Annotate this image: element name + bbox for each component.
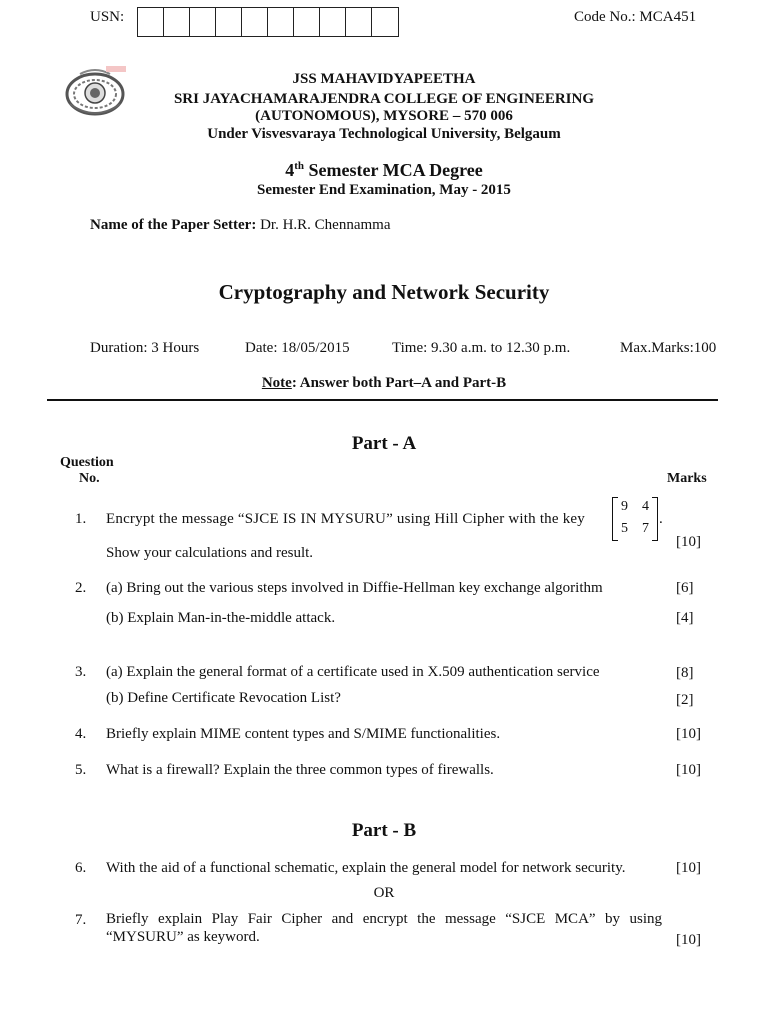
question-1-text-b: Show your calculations and result.: [106, 545, 314, 561]
exam-time: Time: 9.30 a.m. to 12.30 p.m.: [392, 340, 571, 356]
paper-setter: [90, 217, 390, 234]
question-number-header: [60, 455, 114, 487]
paper-setter-label: Name of the Paper Setter:: [90, 217, 257, 233]
max-marks: Max.Marks:100: [620, 340, 717, 356]
part-b-title: Part - B: [351, 820, 417, 841]
matrix-cell: 7: [642, 521, 649, 536]
or-separator: OR: [373, 885, 395, 901]
question-1-period: .: [659, 511, 663, 527]
matrix-cell: 9: [621, 499, 628, 514]
question-7-marks: [10]: [676, 932, 701, 948]
usn-boxes[interactable]: [137, 7, 399, 37]
part-a-title: Part - A: [351, 433, 417, 454]
code-number: Code No.: MCA451: [574, 9, 697, 25]
question-2-number: 2.: [75, 580, 87, 596]
question-3b-marks: [2]: [676, 692, 694, 708]
degree-rest: Semester MCA Degree: [304, 160, 483, 180]
usn-box[interactable]: [190, 8, 216, 36]
duration: Duration: 3 Hours: [90, 340, 200, 356]
usn-box[interactable]: [372, 8, 398, 36]
usn-box[interactable]: [320, 8, 346, 36]
matrix-right-bracket: [652, 497, 658, 541]
usn-box[interactable]: [346, 8, 372, 36]
hill-cipher-key-matrix: [612, 497, 658, 541]
question-1-text-a: Encrypt the message “SJCE IS IN MYSURU” using Hill Cipher with the key: [106, 511, 585, 527]
question-header-line-1: Question: [60, 455, 114, 470]
exam-date: Date: 18/05/2015: [245, 340, 350, 356]
question-4-number: 4.: [75, 726, 87, 742]
note-label: Note: [261, 375, 292, 391]
question-3a-marks: [8]: [676, 665, 694, 681]
degree-number: 4: [285, 160, 295, 180]
question-7-text: Briefly explain Play Fair Cipher and encrypt the message “SJCE MCA” by using “MYSURU” as keyword.: [106, 911, 662, 945]
question-6-marks: [10]: [676, 860, 701, 876]
matrix-cell: 4: [642, 499, 649, 514]
question-5-text: What is a firewall? Explain the three common types of firewalls.: [106, 762, 494, 778]
question-6-number: 6.: [75, 860, 87, 876]
question-header-line-2: No.: [79, 471, 100, 486]
degree-title: [0, 160, 768, 181]
question-1-number: 1.: [75, 511, 87, 527]
usn-box[interactable]: [268, 8, 294, 36]
question-7-number: 7.: [75, 912, 87, 928]
institution-line-4: Under Visvesvaraya Technological University, Belgaum: [207, 126, 561, 142]
usn-box[interactable]: [216, 8, 242, 36]
institution-line-1: JSS MAHAVIDYAPEETHA: [292, 71, 476, 87]
institution-line-2: SRI JAYACHAMARAJENDRA COLLEGE OF ENGINEERING: [173, 91, 595, 107]
exam-title: Semester End Examination, May - 2015: [257, 182, 511, 198]
note-text: : Answer both Part–A and Part-B: [291, 375, 507, 391]
horizontal-divider: [47, 399, 718, 401]
question-2b-marks: [4]: [676, 610, 694, 626]
question-2a-text: (a) Bring out the various steps involved in Diffie-Hellman key exchange algorithm: [106, 580, 603, 596]
paper-setter-name: Dr. H.R. Chennamma: [256, 217, 391, 233]
matrix-left-bracket: [612, 497, 618, 541]
question-3-number: 3.: [75, 664, 87, 680]
question-4-marks: [10]: [676, 726, 701, 742]
marks-header: Marks: [667, 471, 707, 486]
subject-title: Cryptography and Network Security: [218, 280, 550, 304]
usn-box[interactable]: [242, 8, 268, 36]
usn-box[interactable]: [294, 8, 320, 36]
note: [0, 375, 768, 392]
question-5-number: 5.: [75, 762, 87, 778]
question-6-text: With the aid of a functional schematic, explain the general model for network security.: [106, 860, 626, 876]
question-2b-text: (b) Explain Man-in-the-middle attack.: [106, 610, 336, 626]
question-4-text: Briefly explain MIME content types and S/MIME functionalities.: [106, 726, 501, 742]
matrix-cell: 5: [621, 521, 628, 536]
question-3b-text: (b) Define Certificate Revocation List?: [106, 690, 341, 706]
question-3a-text: (a) Explain the general format of a certificate used in X.509 authentication service: [106, 664, 600, 680]
institution-line-3: (AUTONOMOUS), MYSORE – 570 006: [255, 108, 513, 124]
question-2a-marks: [6]: [676, 580, 694, 596]
usn-box[interactable]: [164, 8, 190, 36]
usn-label: USN:: [90, 9, 125, 25]
question-1-marks: [10]: [676, 534, 701, 550]
question-5-marks: [10]: [676, 762, 701, 778]
degree-suffix: th: [294, 160, 304, 172]
usn-box[interactable]: [138, 8, 164, 36]
